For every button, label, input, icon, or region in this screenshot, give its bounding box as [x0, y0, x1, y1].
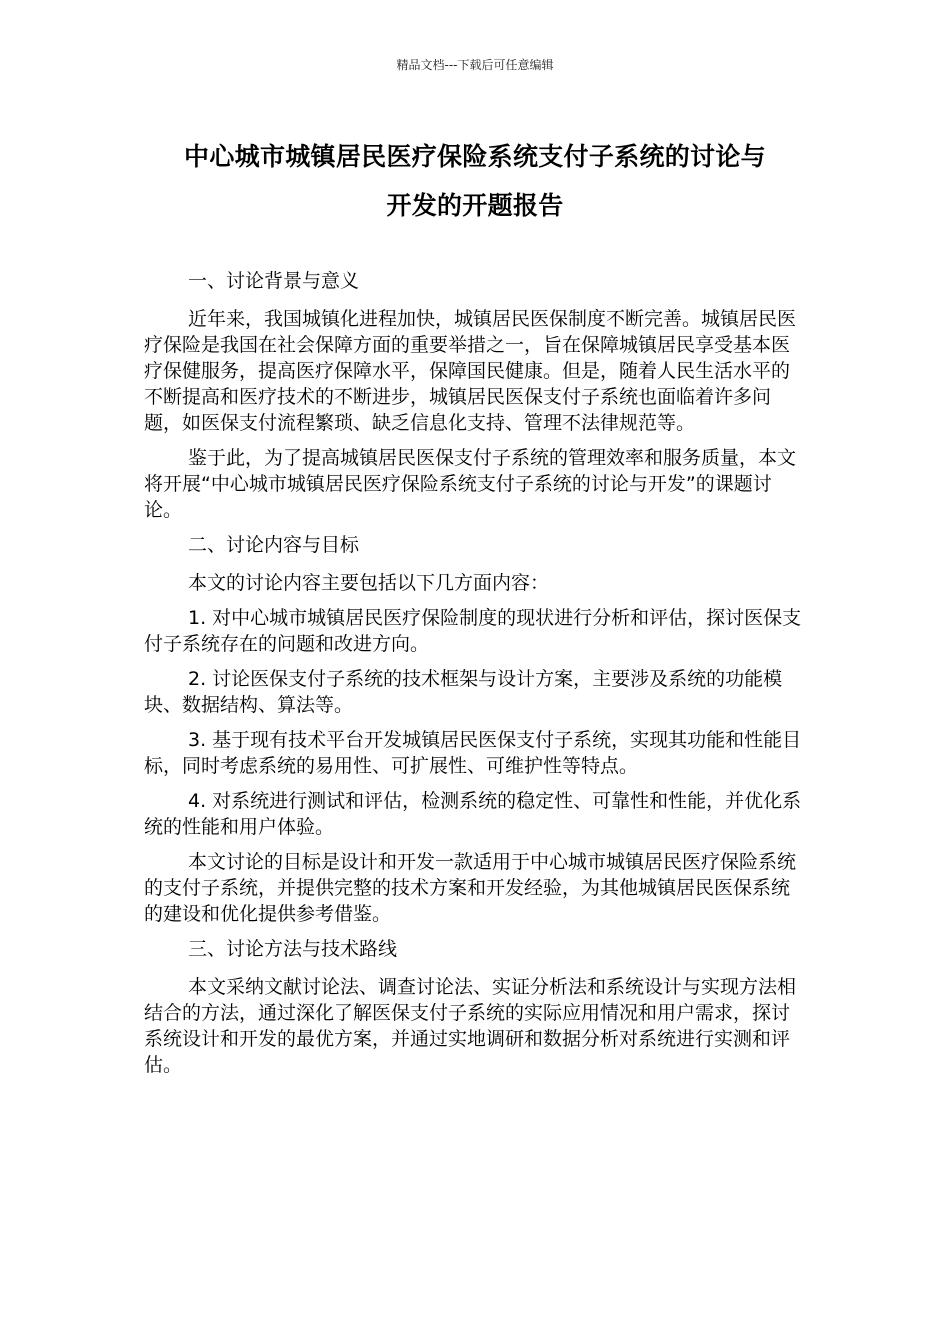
list-item-4: 4. 对系统进行测试和评估，检测系统的稳定性、可靠性和性能，并优化系统的性能和用户体验。	[144, 790, 802, 838]
title-line-1: 中心城市城镇居民医疗保险系统支付子系统的讨论与	[184, 142, 766, 171]
section-heading-content: 二、讨论内容与目标	[188, 534, 360, 556]
list-item-2: 2. 讨论医保支付子系统的技术框架与设计方案，主要涉及系统的功能模块、数据结构、算法等。	[144, 668, 783, 716]
list-item-1: 1. 对中心城市城镇居民医疗保险制度的现状进行分析和评估，探讨医保支付子系统存在的问题和改进方向。	[144, 607, 802, 655]
paragraph-content-intro: 本文的讨论内容主要包括以下几方面内容：	[188, 572, 550, 594]
paragraph-goal: 本文讨论的目标是设计和开发一款适用于中心城市城镇居民医疗保险系统的支付子系统，并提供完整的技术方案和开发经验，为其他城镇居民医保系统的建设和优化提供参考借鉴。	[144, 851, 797, 925]
document-body	[144, 268, 804, 1087]
header-note: 精品文档---下载后可任意编辑	[396, 58, 554, 72]
section-heading-method: 三、讨论方法与技术路线	[188, 938, 398, 960]
paragraph-method: 本文采纳文献讨论法、调查讨论法、实证分析法和系统设计与实现方法相结合的方法，通过深化了解医保支付子系统的实际应用情况和用户需求，探讨系统设计和开发的最优方案，并通过实地调研和数据分析对系统进行实测和评估。	[144, 976, 797, 1076]
document-title	[140, 132, 810, 230]
paragraph-background: 近年来，我国城镇化进程加快，城镇居民医保制度不断完善。城镇居民医疗保险是我国在社会保障方面的重要举措之一，旨在保障城镇居民享受基本医疗保健服务，提高医疗保障水平，保障国民健康。但是，随着人民生活水平的不断提高和医疗技术的不断进步，城镇居民医保支付子系统也面临着许多问题，如医保支付流程繁琐、缺乏信息化支持、管理不法律规范等。	[144, 308, 797, 434]
title-line-2: 开发的开题报告	[386, 191, 564, 220]
list-item-3: 3. 基于现有技术平台开发城镇居民医保支付子系统，实现其功能和性能目标，同时考虑系统的易用性、可扩展性、可维护性等特点。	[144, 729, 802, 777]
section-heading-background: 一、讨论背景与意义	[188, 270, 360, 292]
paragraph-purpose: 鉴于此，为了提高城镇居民医保支付子系统的管理效率和服务质量，本文将开展“中心城市城镇居民医疗保险系统支付子系统的讨论与开发”的课题讨论。	[144, 447, 797, 521]
